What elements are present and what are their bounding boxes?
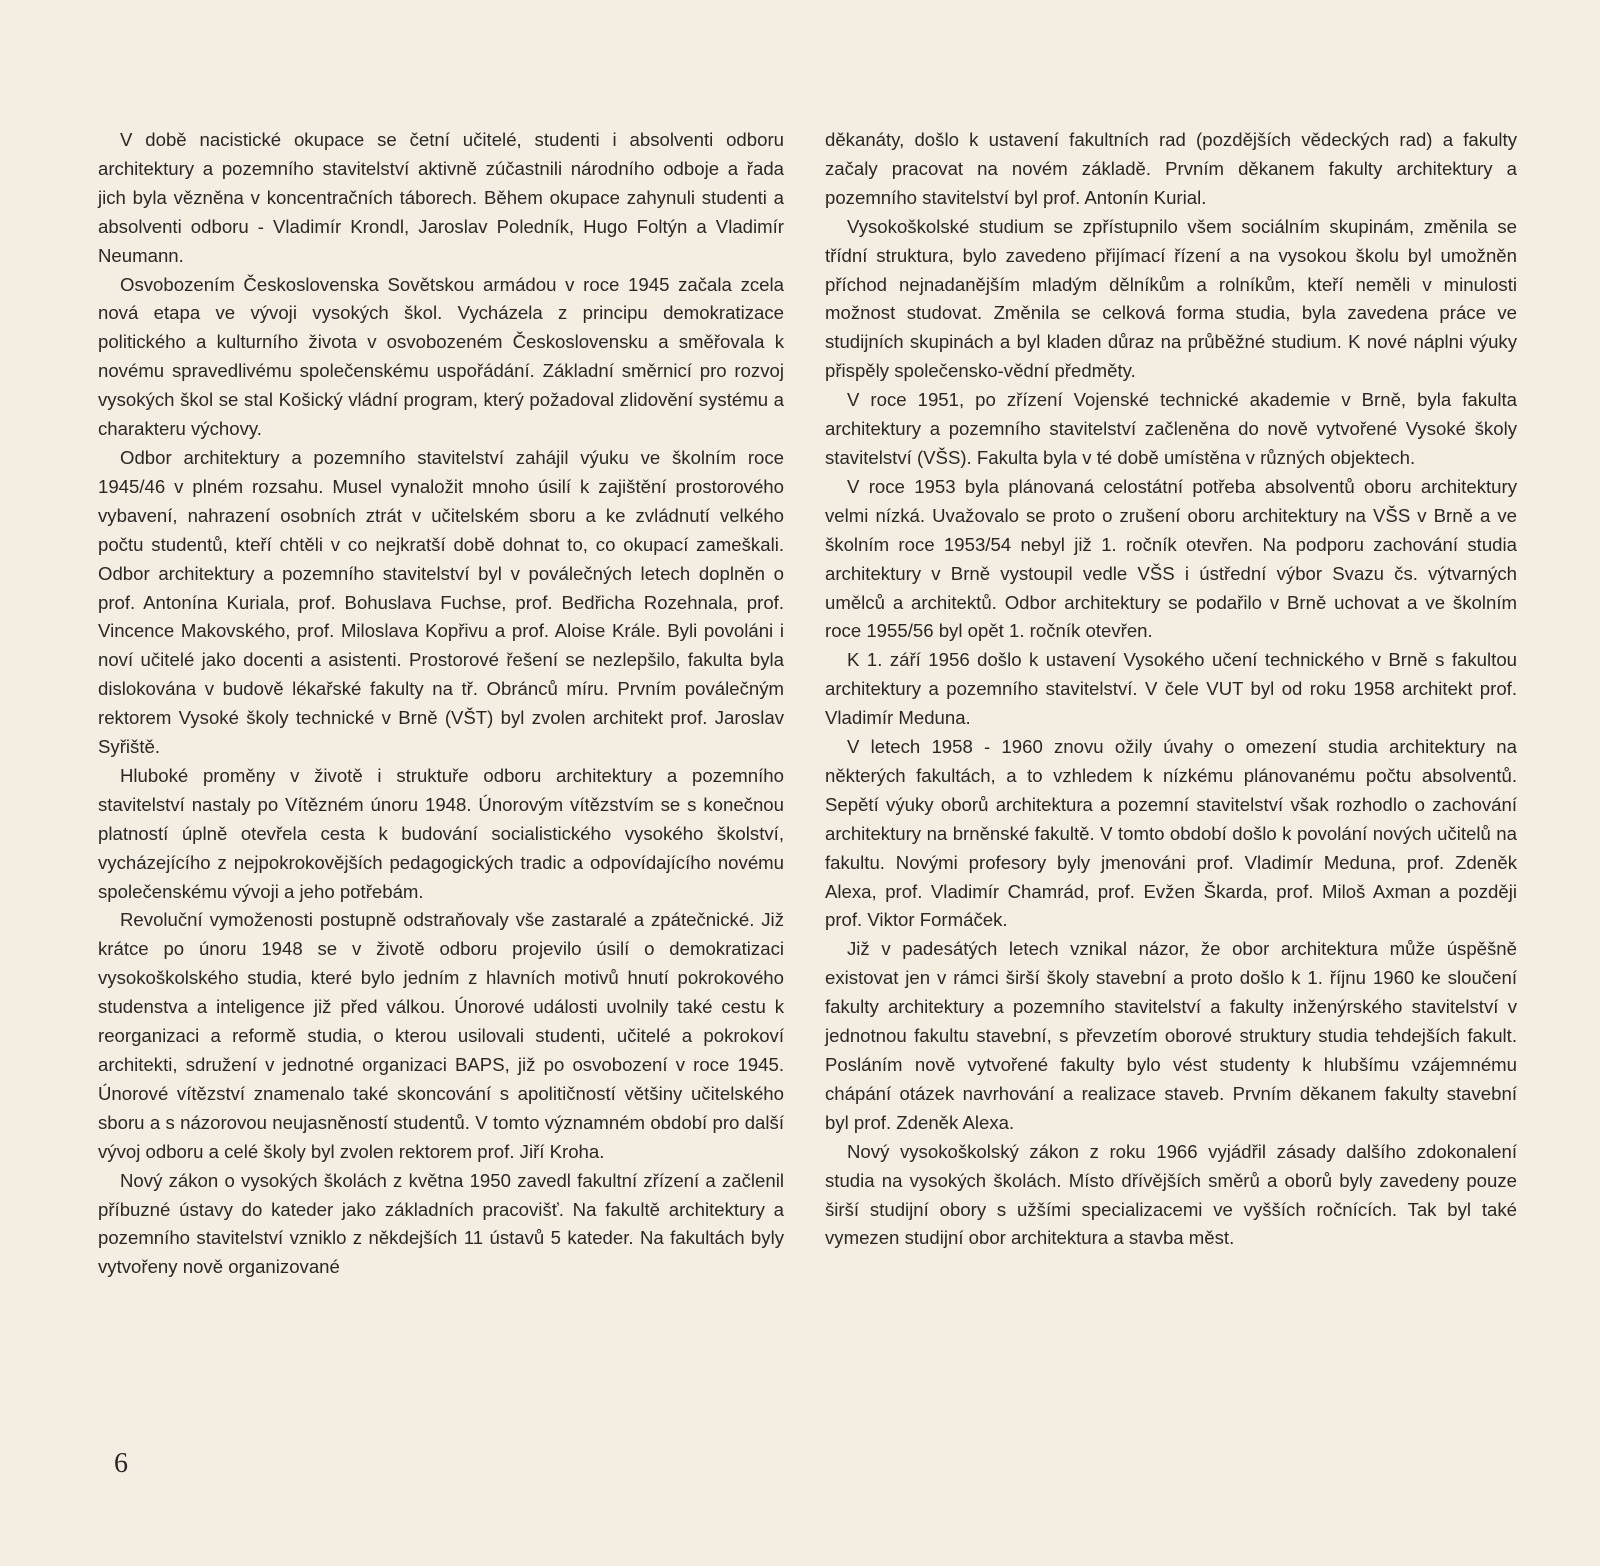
paragraph: Nový zákon o vysokých školách z května 1950 zavedl fakultní zřízení a začlenil příbuzné ústavy do kateder jako základních pracovišť. Na fakultě architektury a pozemního stavitelství vzniklo z někdejších 11 ústavů 5 kateder. Na fakultách byly vytvořeny nově organizované — [98, 1169, 784, 1278]
right-column — [825, 126, 1517, 1253]
page-number: 6 — [114, 1448, 128, 1479]
left-column — [98, 126, 784, 1282]
paragraph: V roce 1951, po zřízení Vojenské technické akademie v Brně, byla fakulta architektury a pozemního stavitelství začleněna do nově vytvořené Vysoké školy stavitelství (VŠS). Fakulta byla v té době umístěna v různých objektech. — [825, 389, 1517, 468]
paragraph: V letech 1958 - 1960 znovu ožily úvahy o omezení studia architektury na některých fakultách, a to vzhledem k nízkému plánovanému počtu absolventů. Sepětí výuky oborů architektura a pozemní stavitelství však rozhodlo o zachování architektury na brněnské fakultě. V tomto období došlo k povolání nových učitelů na fakultu. Novými profesory byly jmenováni prof. Vladimír Meduna, prof. Zdeněk Alexa, prof. Vladimír Chamrád, prof. Evžen Škarda, prof. Miloš Axman a později prof. Viktor Formáček. — [825, 736, 1517, 931]
paragraph: Nový vysokoškolský zákon z roku 1966 vyjádřil zásady dalšího zdokonalení studia na vysokých školách. Místo dřívějších směrů a oborů byly zavedeny pouze širší studijní obory s užšími specializacemi ve vyšších ročnících. Tak byl také vymezen studijní obor architektura a stavba měst. — [825, 1140, 1517, 1249]
paragraph: Odbor architektury a pozemního stavitelství zahájil výuku ve školním roce 1945/46 v plném rozsahu. Musel vynaložit mnoho úsilí k zajištění prostorového vybavení, nahrazení osobních ztrát v učitelském sboru a ke zvládnutí velkého počtu studentů, kteří chtěli v co nejkratší době dohnat to, co okupací zameškali. Odbor architektury a pozemního stavitelství byl v poválečných letech doplněn o prof. Antonína Kuriala, prof. Bohuslava Fuchse, prof. Bedřicha Rozehnala, prof. Vincence Makovského, prof. Miloslava Kopřivu a prof. Aloise Krále. Byli povoláni i noví učitelé jako docenti a asistenti. Prostorové řešení se nezlepšilo, fakulta byla dislokována v budově lékařské fakulty na tř. Obránců míru. Prvním poválečným rektorem Vysoké školy technické v Brně (VŠT) byl zvolen architekt prof. Jaroslav Syřiště. — [98, 446, 784, 758]
paragraph: Hluboké proměny v životě i struktuře odboru architektury a pozemního stavitelství nastaly po Vítězném únoru 1948. Únorovým vítězstvím se s konečnou platností úplně otevřela cesta k budování socialistického vysokého školství, vycházejícího z nejpokrokovějších pedagogických tradic a odpovídajícího novému společenskému vývoji a jeho potřebám. — [98, 764, 784, 902]
paragraph: Již v padesátých letech vznikal názor, že obor architektura může úspěšně existovat jen v rámci širší školy stavební a proto došlo k 1. říjnu 1960 ke sloučení fakulty architektury a pozemního stavitelství a fakulty inženýrského stavitelství v jednotnou fakultu stavební, s převzetím oborové struktury studia tehdejších fakult. Posláním nově vytvořené fakulty bylo vést studenty k hlubšímu vzájemnému chápání otázek navrhování a realizace staveb. Prvním děkanem fakulty stavební byl prof. Zdeněk Alexa. — [825, 938, 1517, 1133]
paragraph: Vysokoškolské studium se zpřístupnilo všem sociálním skupinám, změnila se třídní struktura, bylo zavedeno přijímací řízení a na vysokou školu byl umožněn příchod nejnadanějším mladým dělníkům a rolníkům, kteří neměli v minulosti možnost studovat. Změnila se celková forma studia, byla zavedena práce ve studijních skupinách a byl kladen důraz na průběžné studium. K nové náplni výuky přispěly společensko-vědní předměty. — [825, 215, 1517, 382]
paragraph-continuation: děkanáty, došlo k ustavení fakultních rad (pozdějších vědeckých rad) a fakulty začaly pracovat na novém základě. Prvním děkanem fakulty architektury a pozemního stavitelství byl prof. Antonín Kurial. — [825, 129, 1517, 208]
paragraph: Osvobozením Československa Sovětskou armádou v roce 1945 začala zcela nová etapa ve vývoji vysokých škol. Vycházela z principu demokratizace politického a kulturního života v osvobozeném Československu a směřovala k novému spravedlivému společenskému uspořádání. Základní směrnicí pro rozvoj vysokých škol se stal Košický vládní program, který požadoval zlidovění systému a charakteru výchovy. — [98, 273, 784, 440]
paragraph: V roce 1953 byla plánovaná celostátní potřeba absolventů oboru architektury velmi nízká. Uvažovalo se proto o zrušení oboru architektury na VŠS v Brně a ve školním roce 1953/54 nebyl již 1. ročník otevřen. Na podporu zachování studia architektury v Brně vystoupil vedle VŠS i ústřední výbor Svazu čs. výtvarných umělců a architektů. Odbor architektury se podařilo v Brně uchovat a ve školním roce 1955/56 byl opět 1. ročník otevřen. — [825, 475, 1517, 642]
paragraph: Revoluční vymoženosti postupně odstraňovaly vše zastaralé a zpátečnické. Již krátce po únoru 1948 se v životě odboru projevilo úsilí o demokratizaci vysokoškolského studia, které bylo jedním z hlavních motivů hnutí pokrokového studenstva a inteligence již před válkou. Únorové události uvolnily také cestu k reorganizaci a reformě studia, o kterou usilovali studenti, učitelé a pokrokoví architekti, sdružení v jednotné organizaci BAPS, již po osvobození v roce 1945. Únorové vítězství znamenalo také skoncování s apolitičností většiny učitelského sboru a s názorovou neujasněností studentů. V tomto významném období pro další vývoj odboru a celé školy byl zvolen rektorem prof. Jiří Kroha. — [98, 909, 784, 1162]
paragraph: K 1. září 1956 došlo k ustavení Vysokého učení technického v Brně s fakultou architektury a pozemního stavitelství. V čele VUT byl od roku 1958 architekt prof. Vladimír Meduna. — [825, 649, 1517, 729]
paragraph: V době nacistické okupace se četní učitelé, studenti i absolventi odboru architektury a pozemního stavitelství aktivně zúčastnili národního odboje a řada jich byla vězněna v koncentračních táborech. Během okupace zahynuli studenti a absolventi odboru - Vladimír Krondl, Jaroslav Poledník, Hugo Foltýn a Vladimír Neumann. — [98, 129, 784, 266]
